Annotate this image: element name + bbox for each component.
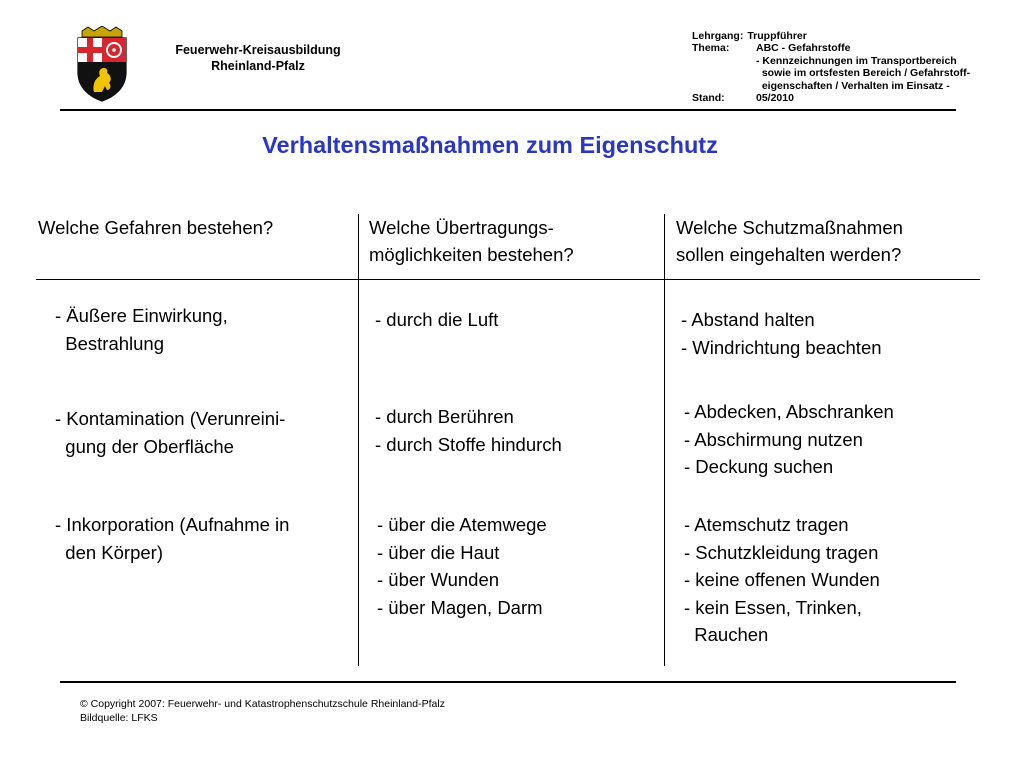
copyright-text: © Copyright 2007: Feuerwehr- und Katastrophenschutzschule Rheinland-Pfalz	[80, 698, 445, 710]
topic-cont-2: sowie im ortsfesten Bereich / Gefahrstoff-	[756, 67, 971, 80]
col-header-transmission	[369, 214, 574, 268]
col-header-transmission-line1: Welche Übertragungs-	[369, 217, 554, 238]
topic-cont-1: - Kennzeichnungen im Transportbereich	[756, 54, 957, 67]
col-header-dangers: Welche Gefahren bestehen?	[38, 217, 274, 238]
org-line-2: Rheinland-Pfalz	[211, 59, 305, 73]
col-header-transmission-line2: möglichkeiten bestehen?	[369, 244, 574, 265]
col-header-protection	[676, 214, 903, 268]
table-header-divider	[36, 279, 980, 280]
topic-value: ABC - Gefahrstoffe	[756, 42, 851, 55]
col-header-protection-line2: sollen eingehalten werden?	[676, 244, 902, 265]
org-line-1: Feuerwehr-Kreisausbildung	[175, 43, 341, 57]
status-key: Stand:	[692, 92, 725, 105]
cell-danger-2: - Kontamination (Verunreini- gung der Oberfläche	[55, 408, 286, 457]
cell-transmission-2: - durch Berühren - durch Stoffe hindurch	[375, 406, 562, 455]
topic-key: Thema:	[692, 42, 730, 55]
column-divider-1	[358, 214, 359, 666]
course-meta-block	[692, 30, 1012, 104]
status-value: 05/2010	[756, 92, 794, 105]
cell-transmission-1: - durch die Luft	[375, 309, 499, 330]
header-divider	[60, 109, 956, 111]
cell-transmission-3: - über die Atemwege - über die Haut - über Wunden - über Magen, Darm	[377, 514, 547, 618]
course-value: Truppführer	[747, 30, 807, 42]
cell-protection-1: - Abstand halten - Windrichtung beachten	[681, 309, 882, 358]
rlp-coat-of-arms-logo	[76, 26, 128, 102]
col-header-protection-line1: Welche Schutzmaßnahmen	[676, 217, 903, 238]
organization-name	[160, 42, 356, 74]
cell-protection-3: - Atemschutz tragen - Schutzkleidung tragen - keine offenen Wunden - kein Essen, Trinken, Rauchen	[684, 514, 880, 645]
footer	[80, 697, 445, 725]
topic-cont-3: eigenschaften / Verhalten im Einsatz -	[756, 79, 950, 92]
page-title: Verhaltensmaßnahmen zum Eigenschutz	[262, 132, 718, 158]
cell-danger-1: - Äußere Einwirkung, Bestrahlung	[55, 305, 228, 354]
cell-protection-2: - Abdecken, Abschranken - Abschirmung nutzen - Deckung suchen	[684, 401, 894, 477]
image-source-text: Bildquelle: LFKS	[80, 712, 158, 724]
cell-danger-3: - Inkorporation (Aufnahme in den Körper)	[55, 514, 290, 563]
footer-divider	[60, 681, 956, 683]
course-key: Lehrgang:	[692, 30, 744, 42]
column-divider-2	[664, 214, 665, 666]
